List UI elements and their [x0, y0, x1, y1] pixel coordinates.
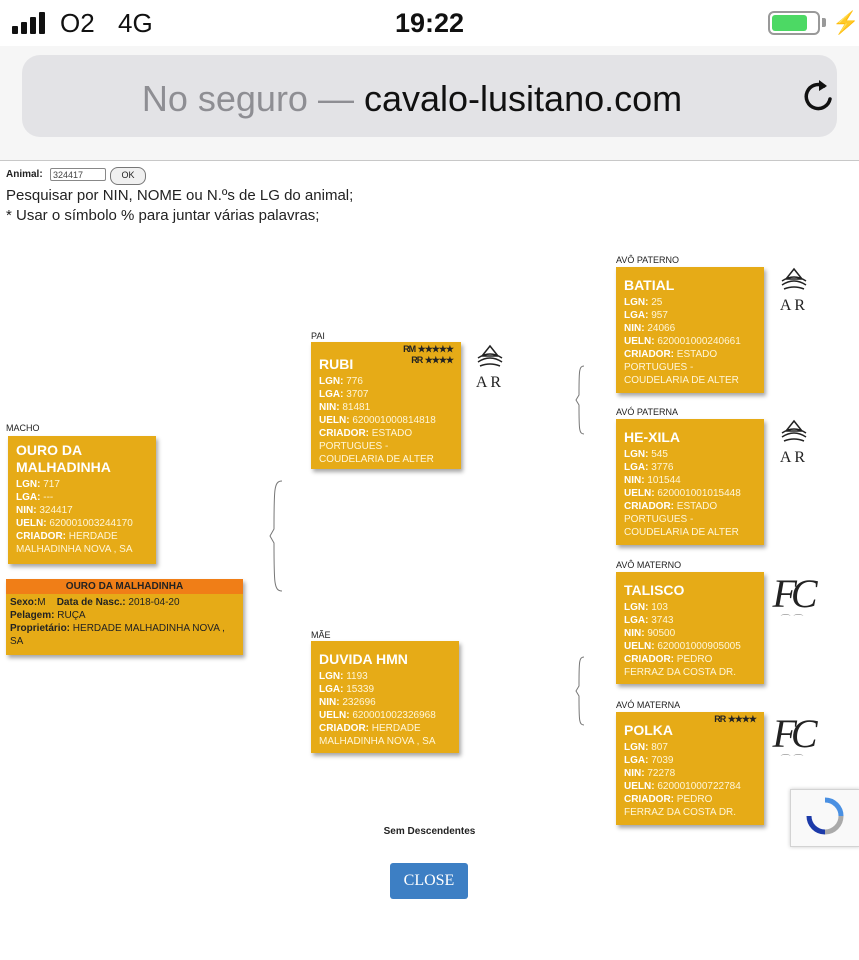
lgn-label: LGN:	[319, 376, 344, 387]
nin-value: 324417	[39, 505, 73, 516]
nin-value: 232696	[342, 697, 376, 708]
nin-value: 81481	[342, 402, 371, 413]
ueln-value: 620001000722784	[657, 781, 741, 792]
criador-label: CRIADOR:	[624, 349, 674, 360]
fc-brand-icon: FC ⌒ ⌒	[766, 572, 818, 626]
charging-icon: ⚡	[832, 10, 859, 35]
horse-name: BATIAL	[624, 277, 675, 293]
brand-text: AR	[779, 297, 809, 314]
url-domain: cavalo-lusitano.com	[363, 78, 683, 119]
mgm-caption: AVÓ MATERNA	[616, 700, 681, 710]
lga-label: LGA:	[16, 492, 41, 503]
mother-caption: MÃE	[311, 630, 331, 640]
nin-value: 101544	[647, 475, 681, 486]
sexo-label: Sexo:	[10, 597, 38, 608]
url-text[interactable]	[22, 78, 802, 120]
lga-value: 3707	[346, 389, 369, 400]
lga-value: 15339	[346, 684, 375, 695]
nin-label: NIN:	[624, 475, 645, 486]
rr-label: RR	[714, 714, 726, 724]
brand-text: AR	[475, 374, 505, 391]
lgn-label: LGN:	[319, 671, 344, 682]
search-instruction-wildcard: * Usar o símbolo % para juntar várias palavras;	[6, 207, 320, 224]
page-content	[0, 161, 859, 960]
battery-icon	[768, 11, 820, 35]
nin-value: 72278	[647, 768, 676, 779]
criador-value: PEDRO	[676, 654, 713, 665]
criador-value: PEDRO	[676, 794, 713, 805]
horse-name: OURO DA	[16, 442, 83, 458]
criador-value: ESTADO	[676, 501, 718, 512]
lgn-value: 1193	[346, 671, 368, 682]
search-instruction: Pesquisar por NIN, NOME ou N.ºs de LG do animal;	[6, 187, 354, 204]
criador-value-3: COUDELARIA DE ALTER	[624, 375, 739, 386]
pgf-caption: AVÔ PATERNO	[616, 255, 680, 265]
brand-text: FC	[772, 571, 812, 616]
lgn-value: 103	[651, 602, 668, 613]
ueln-label: UELN:	[624, 336, 655, 347]
nin-label: NIN:	[624, 768, 645, 779]
battery-tip	[822, 18, 826, 27]
nin-value: 24066	[647, 323, 676, 334]
alter-brand-icon	[772, 419, 816, 466]
lga-label: LGA:	[319, 389, 344, 400]
nin-label: NIN:	[16, 505, 37, 516]
mgf-caption: AVÔ MATERNO	[616, 560, 682, 570]
ueln-label: UELN:	[319, 415, 350, 426]
nin-label: NIN:	[319, 697, 340, 708]
horse-card-father[interactable]	[311, 342, 461, 469]
ueln-value: 620001003244170	[49, 518, 133, 529]
clock: 19:22	[394, 8, 465, 38]
brand-text: AR	[779, 449, 809, 466]
prop-label: Proprietário:	[10, 623, 71, 634]
lga-value: 3776	[651, 462, 674, 473]
criador-value-2: MALHADINHA NOVA , SA	[16, 544, 133, 555]
horse-card-maternal-grandmother[interactable]	[616, 712, 764, 825]
nin-label: NIN:	[624, 628, 645, 639]
lgn-value: 717	[43, 479, 60, 490]
animal-label: Animal:	[6, 169, 43, 180]
ueln-value: 620001002326968	[352, 710, 436, 721]
nasc-value: 2018-04-20	[128, 597, 180, 608]
prop-value: HERDADE MALHADINHA NOVA ,	[72, 623, 225, 634]
ueln-label: UELN:	[624, 781, 655, 792]
criador-label: CRIADOR:	[319, 723, 369, 734]
rr-stars: ★★★★	[424, 355, 453, 365]
lgn-value: 545	[651, 449, 668, 460]
criador-label: CRIADOR:	[319, 428, 369, 439]
no-descendants-text: Sem Descendentes	[383, 826, 476, 837]
criador-value: HERDADE	[371, 723, 421, 734]
ueln-label: UELN:	[624, 488, 655, 499]
animal-search-input[interactable]	[50, 168, 106, 181]
browser-toolbar	[0, 46, 859, 161]
ueln-label: UELN:	[624, 641, 655, 652]
lga-value: ---	[43, 492, 54, 503]
criador-value: ESTADO	[676, 349, 718, 360]
criador-value-2: FERRAZ DA COSTA DR.	[624, 807, 737, 818]
criador-value-2: MALHADINHA NOVA , SA	[319, 736, 436, 747]
close-button[interactable]: CLOSE	[390, 863, 468, 899]
horse-card-paternal-grandmother[interactable]	[616, 419, 764, 545]
lga-label: LGA:	[624, 615, 649, 626]
lga-label: LGA:	[624, 755, 649, 766]
ueln-value: 620001000814818	[352, 415, 436, 426]
lga-label: LGA:	[319, 684, 344, 695]
fc-brand-icon: FC ⌒ ⌒	[766, 712, 818, 766]
ueln-value: 620001000905005	[657, 641, 741, 652]
rr-label: RR	[411, 355, 423, 365]
nin-value: 90500	[647, 628, 676, 639]
criador-value-2: PORTUGUES -	[624, 514, 694, 525]
lgn-label: LGN:	[624, 449, 649, 460]
lgn-label: LGN:	[624, 602, 649, 613]
lgn-value: 25	[651, 297, 663, 308]
lgn-value: 807	[651, 742, 668, 753]
criador-value-2: PORTUGUES -	[319, 441, 389, 452]
alter-brand-icon	[772, 267, 816, 314]
rm-stars: ★★★★★	[417, 344, 453, 354]
criador-label: CRIADOR:	[16, 531, 66, 542]
pelagem-value: RUÇA	[57, 610, 86, 621]
lga-label: LGA:	[624, 310, 649, 321]
horse-name: DUVIDA HMN	[319, 651, 408, 667]
rr-stars: ★★★★	[727, 714, 756, 724]
horse-info-box	[6, 579, 243, 655]
info-title: OURO DA MALHADINHA	[6, 579, 243, 594]
criador-value-3: COUDELARIA DE ALTER	[319, 454, 434, 465]
criador-value: ESTADO	[371, 428, 413, 439]
ueln-value: 620001001015448	[657, 488, 741, 499]
pgm-caption: AVÓ PATERNA	[616, 407, 679, 417]
security-label: No seguro —	[141, 78, 354, 119]
prop-value-2: SA	[10, 636, 24, 647]
network-type: 4G	[118, 8, 153, 38]
horse-name: POLKA	[624, 722, 673, 738]
ueln-value: 620001000240661	[657, 336, 741, 347]
horse-card-mother[interactable]	[311, 641, 459, 753]
lgn-value: 776	[346, 376, 363, 387]
recaptcha-badge[interactable]	[790, 789, 859, 847]
nasc-label: Data de Nasc.:	[56, 597, 126, 608]
horse-name-2: MALHADINHA	[16, 459, 111, 475]
horse-card-maternal-grandfather[interactable]	[616, 572, 764, 684]
rm-label: RM	[403, 344, 416, 354]
status-bar	[0, 0, 859, 46]
horse-card-main[interactable]	[8, 436, 156, 564]
address-bar[interactable]	[22, 55, 837, 137]
reload-icon[interactable]	[797, 75, 841, 119]
lgn-label: LGN:	[624, 742, 649, 753]
ueln-label: UELN:	[16, 518, 47, 529]
pelagem-label: Pelagem:	[10, 610, 55, 621]
criador-value-3: COUDELARIA DE ALTER	[624, 527, 739, 538]
horse-card-paternal-grandfather[interactable]	[616, 267, 764, 393]
criador-label: CRIADOR:	[624, 501, 674, 512]
horse-name: TALISCO	[624, 582, 685, 598]
criador-value-2: PORTUGUES -	[624, 362, 694, 373]
criador-value-2: FERRAZ DA COSTA DR.	[624, 667, 737, 678]
horse-name: HE-XILA	[624, 429, 680, 445]
criador-value: HERDADE	[68, 531, 118, 542]
criador-label: CRIADOR:	[624, 794, 674, 805]
father-caption: PAI	[311, 331, 325, 341]
lga-value: 7039	[651, 755, 674, 766]
lgn-label: LGN:	[624, 297, 649, 308]
paternal-bracket	[574, 365, 586, 435]
carrier-name: O2	[60, 8, 95, 38]
ok-button[interactable]: OK	[110, 167, 146, 185]
alter-brand-icon	[468, 344, 512, 391]
lgn-label: LGN:	[16, 479, 41, 490]
lga-label: LGA:	[624, 462, 649, 473]
nin-label: NIN:	[319, 402, 340, 413]
nin-label: NIN:	[624, 323, 645, 334]
criador-label: CRIADOR:	[624, 654, 674, 665]
sex-caption: MACHO	[6, 423, 40, 433]
lga-value: 957	[651, 310, 668, 321]
lga-value: 3743	[651, 615, 674, 626]
maternal-bracket	[574, 656, 586, 726]
horse-name: RUBI	[319, 356, 354, 372]
brand-text: FC	[772, 711, 812, 756]
sexo-value: M	[37, 597, 46, 608]
ueln-label: UELN:	[319, 710, 350, 721]
pedigree-bracket	[268, 479, 284, 593]
